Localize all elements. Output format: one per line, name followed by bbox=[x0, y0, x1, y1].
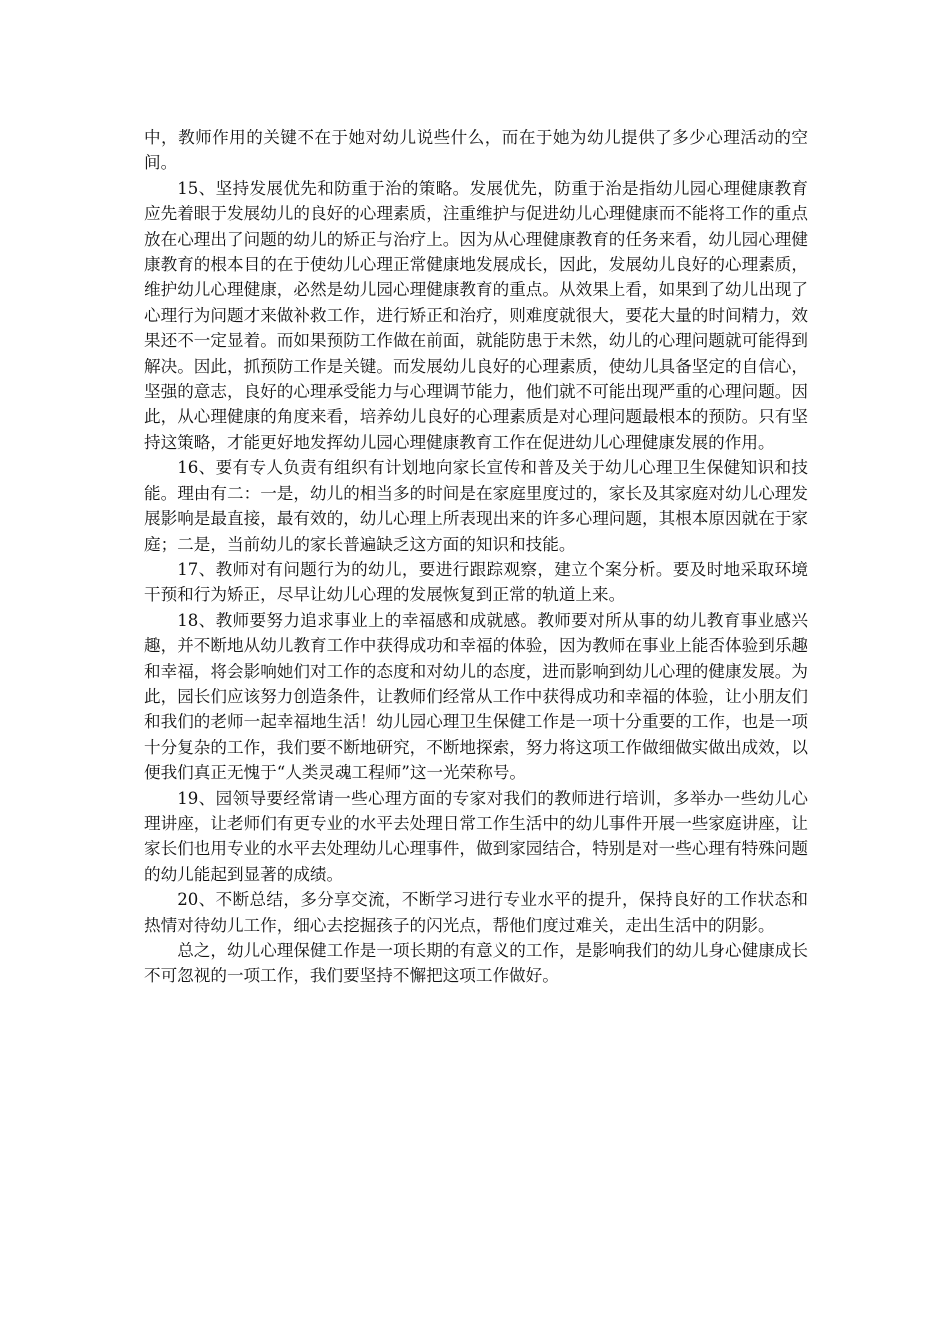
paragraph-19: 19、园领导要经常请一些心理方面的专家对我们的教师进行培训，多举办一些幼儿心理讲座，让老师们有更专业的水平去处理日常工作生活中的幼儿事件开展一些家庭讲座，让家长们也用专业的水平去处理幼儿心理事件，做到家园结合，特别是对一些心理有特殊问题的幼儿能起到显著的成绩。 bbox=[144, 788, 808, 884]
paragraph-continuation: 中，教师作用的关键不在于她对幼儿说些什么，而在于她为幼儿提供了多少心理活动的空间。 bbox=[144, 128, 808, 173]
paragraph-18: 18、教师要努力追求事业上的幸福感和成就感。教师要对所从事的幼儿教育事业感兴趣，并不断地从幼儿教育工作中获得成功和幸福的体验，因为教师在事业上能否体验到乐趣和幸福，将会影响她们对工作的态度和对幼儿的态度，进而影响到幼儿心理的健康发展。为此，园长们应该努力创造条件，让教师们经常从工作中获得成功和幸福的体验，让小朋友们和我们的老师一起幸福地生活！幼儿园心理卫生保健工作是一项十分重要的工作，也是一项十分复杂的工作，我们要不断地研究，不断地探索，努力将这项工作做细做实做出成效，以便我们真正无愧于“人类灵魂工程师”这一光荣称号。 bbox=[144, 610, 808, 783]
paragraph-20: 20、不断总结，多分享交流，不断学习进行专业水平的提升，保持良好的工作状态和热情对待幼儿工作，细心去挖掘孩子的闪光点，帮他们度过难关，走出生活中的阴影。 bbox=[144, 890, 808, 935]
paragraph-15: 15、坚持发展优先和防重于治的策略。发展优先，防重于治是指幼儿园心理健康教育应先着眼于发展幼儿的良好的心理素质，注重维护与促进幼儿心理健康而不能将工作的重点放在心理出了问题的幼儿的矫正与治疗上。因为从心理健康教育的任务来看，幼儿园心理健康教育的根本目的在于使幼儿心理正常健康地发展成长，因此，发展幼儿良好的心理素质，维护幼儿心理健康，必然是幼儿园心理健康教育的重点。从效果上看，如果到了幼儿出现了心理行为问题才来做补救工作，进行矫正和治疗，则难度就很大，要花大量的时间精力，效果还不一定显着。而如果预防工作做在前面，就能防患于未然，幼儿的心理问题就可能得到解决。因此，抓预防工作是关键。而发展幼儿良好的心理素质，使幼儿具备坚定的自信心，坚强的意志，良好的心理承受能力与心理调节能力，他们就不可能出现严重的心理问题。因此，从心理健康的角度来看，培养幼儿良好的心理素质是对心理问题最根本的预防。只有坚持这策略，才能更好地发挥幼儿园心理健康教育工作在促进幼儿心理健康发展的作用。 bbox=[144, 178, 808, 452]
paragraph-16: 16、要有专人负责有组织有计划地向家长宣传和普及关于幼儿心理卫生保健知识和技能。理由有二：一是，幼儿的相当多的时间是在家庭里度过的，家长及其家庭对幼儿心理发展影响是最直接，最有效的，幼儿心理上所表现出来的许多心理问题，其根本原因就在于家庭；二是，当前幼儿的家长普遍缺乏这方面的知识和技能。 bbox=[144, 458, 808, 554]
paragraph-summary: 总之，幼儿心理保健工作是一项长期的有意义的工作，是影响我们的幼儿身心健康成长不可忽视的一项工作，我们要坚持不懈把这项工作做好。 bbox=[144, 941, 808, 986]
document-body bbox=[144, 125, 808, 989]
paragraph-17: 17、教师对有问题行为的幼儿，要进行跟踪观察，建立个案分析。要及时地采取环境干预和行为矫正，尽早让幼儿心理的发展恢复到正常的轨道上来。 bbox=[144, 559, 808, 605]
